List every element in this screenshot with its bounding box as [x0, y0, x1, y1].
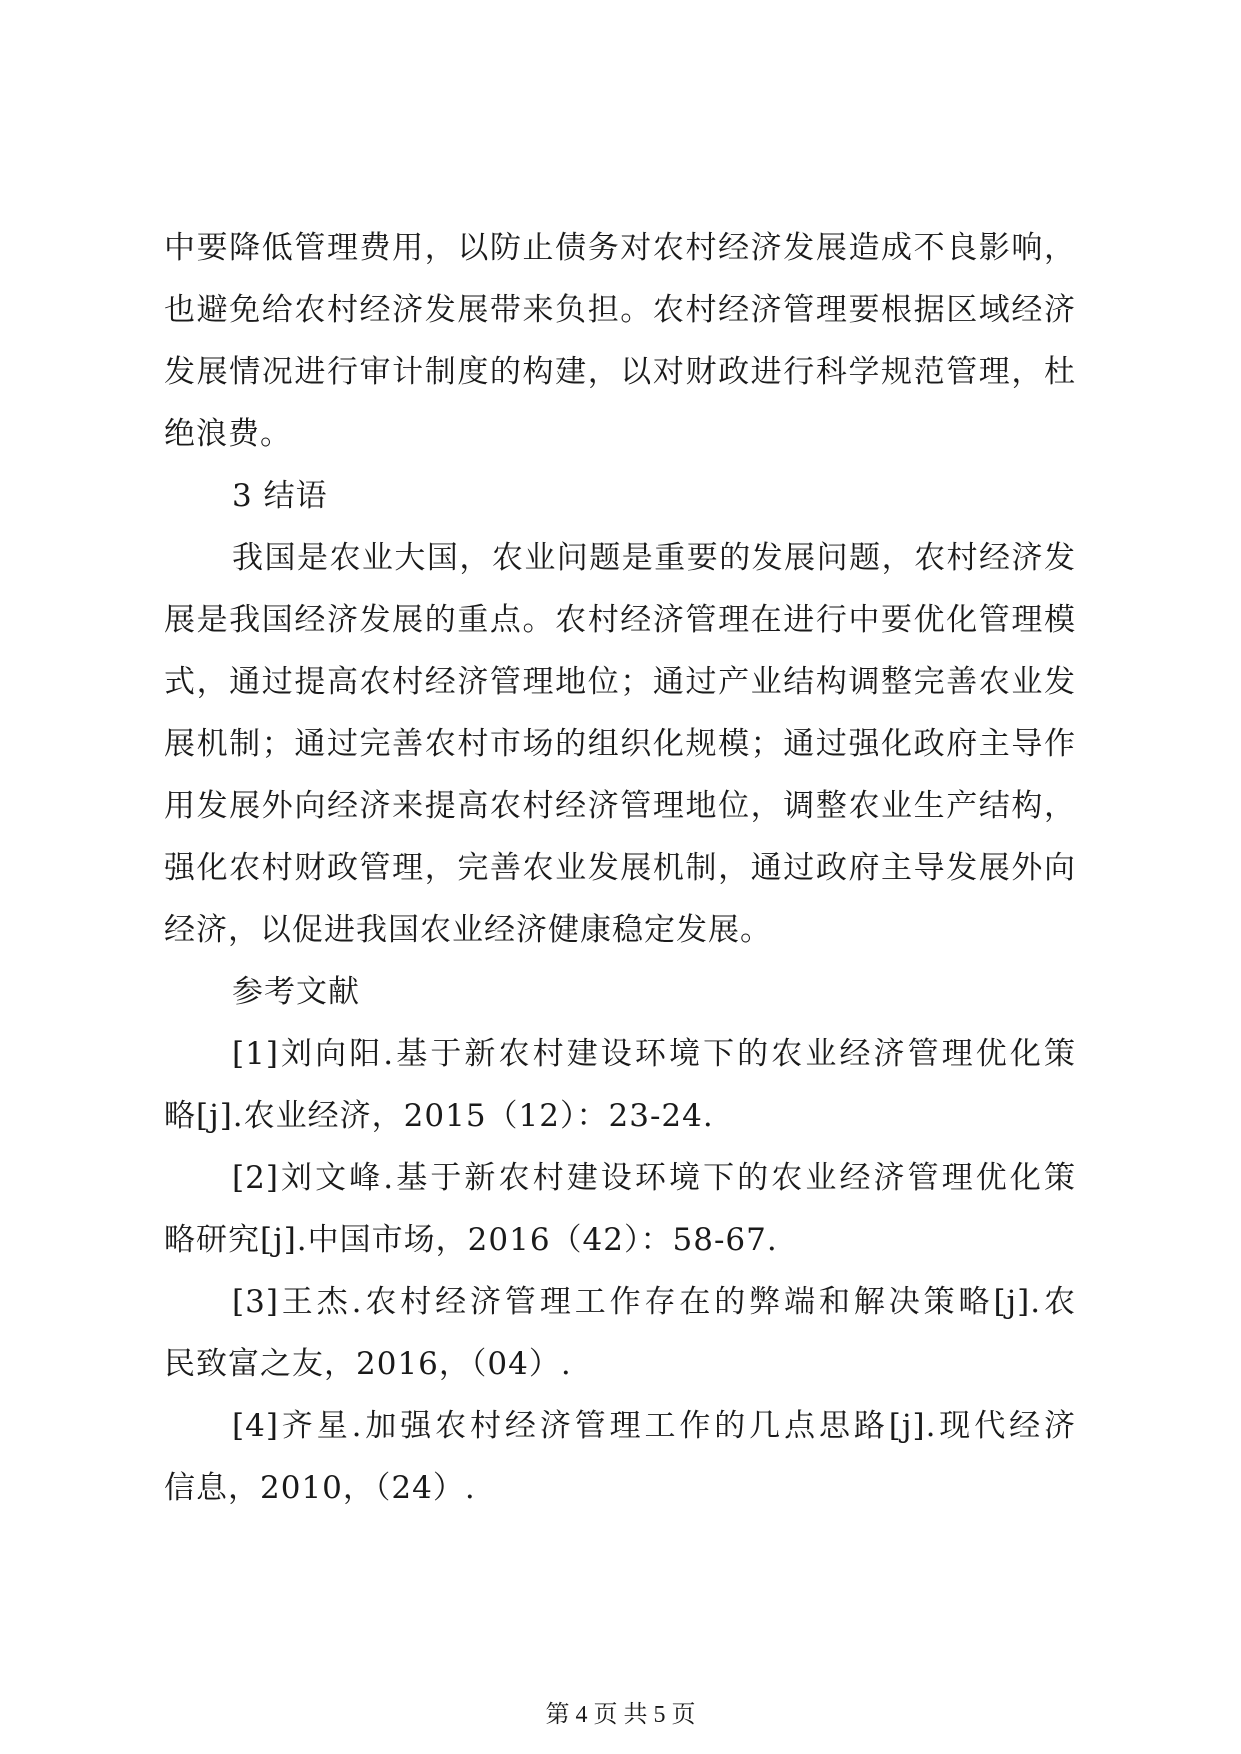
- text-line: [2]刘文峰.基于新农村建设环境下的农业经济管理优化策: [232, 1160, 1076, 1196]
- paragraph-conclusion: [164, 538, 1076, 972]
- text-line: 发展情况进行审计制度的构建，以对财政进行科学规范管理，杜: [164, 354, 1076, 390]
- document-body: [164, 228, 1076, 1530]
- reference-item-4: [164, 1406, 1076, 1530]
- reference-item-3: [164, 1282, 1076, 1406]
- text-line: 民致富之友，2016，（04）.: [164, 1346, 572, 1382]
- text-line: 展是我国经济发展的重点。农村经济管理在进行中要优化管理模: [164, 602, 1076, 638]
- text-line: [4]齐星.加强农村经济管理工作的几点思路[j].现代经济: [232, 1408, 1076, 1444]
- text-line: 强化农村财政管理，完善农业发展机制，通过政府主导发展外向: [164, 850, 1076, 886]
- text-line: [3]王杰.农村经济管理工作存在的弊端和解决策略[j].农: [232, 1284, 1076, 1320]
- text-line: 中要降低管理费用，以防止债务对农村经济发展造成不良影响，: [164, 230, 1076, 266]
- reference-item-2: [164, 1158, 1076, 1282]
- text-line: 式，通过提高农村经济管理地位；通过产业结构调整完善农业发: [164, 664, 1076, 700]
- text-line: 也避免给农村经济发展带来负担。农村经济管理要根据区域经济: [164, 292, 1076, 328]
- text-line: 略[j].农业经济，2015（12）：23-24.: [164, 1098, 714, 1134]
- text-line: 略研究[j].中国市场，2016（42）：58-67.: [164, 1222, 778, 1258]
- text-line: 用发展外向经济来提高农村经济管理地位，调整农业生产结构，: [164, 788, 1076, 824]
- paragraph-continuation: [164, 228, 1076, 476]
- text-line: 我国是农业大国，农业问题是重要的发展问题，农村经济发: [232, 540, 1076, 576]
- text-line: [1]刘向阳.基于新农村建设环境下的农业经济管理优化策: [232, 1036, 1076, 1072]
- page-number-footer: 第 4 页 共 5 页: [545, 1702, 696, 1728]
- section-heading-references: [164, 972, 1076, 1034]
- text-line: 信息，2010，（24）.: [164, 1470, 476, 1506]
- section-heading: 参考文献: [232, 974, 360, 1010]
- section-heading-conclusion: [164, 476, 1076, 538]
- section-heading: 3 结语: [232, 478, 328, 514]
- text-line: 经济，以促进我国农业经济健康稳定发展。: [164, 912, 772, 948]
- text-line: 绝浪费。: [164, 416, 292, 452]
- reference-item-1: [164, 1034, 1076, 1158]
- text-line: 展机制；通过完善农村市场的组织化规模；通过强化政府主导作: [164, 726, 1076, 762]
